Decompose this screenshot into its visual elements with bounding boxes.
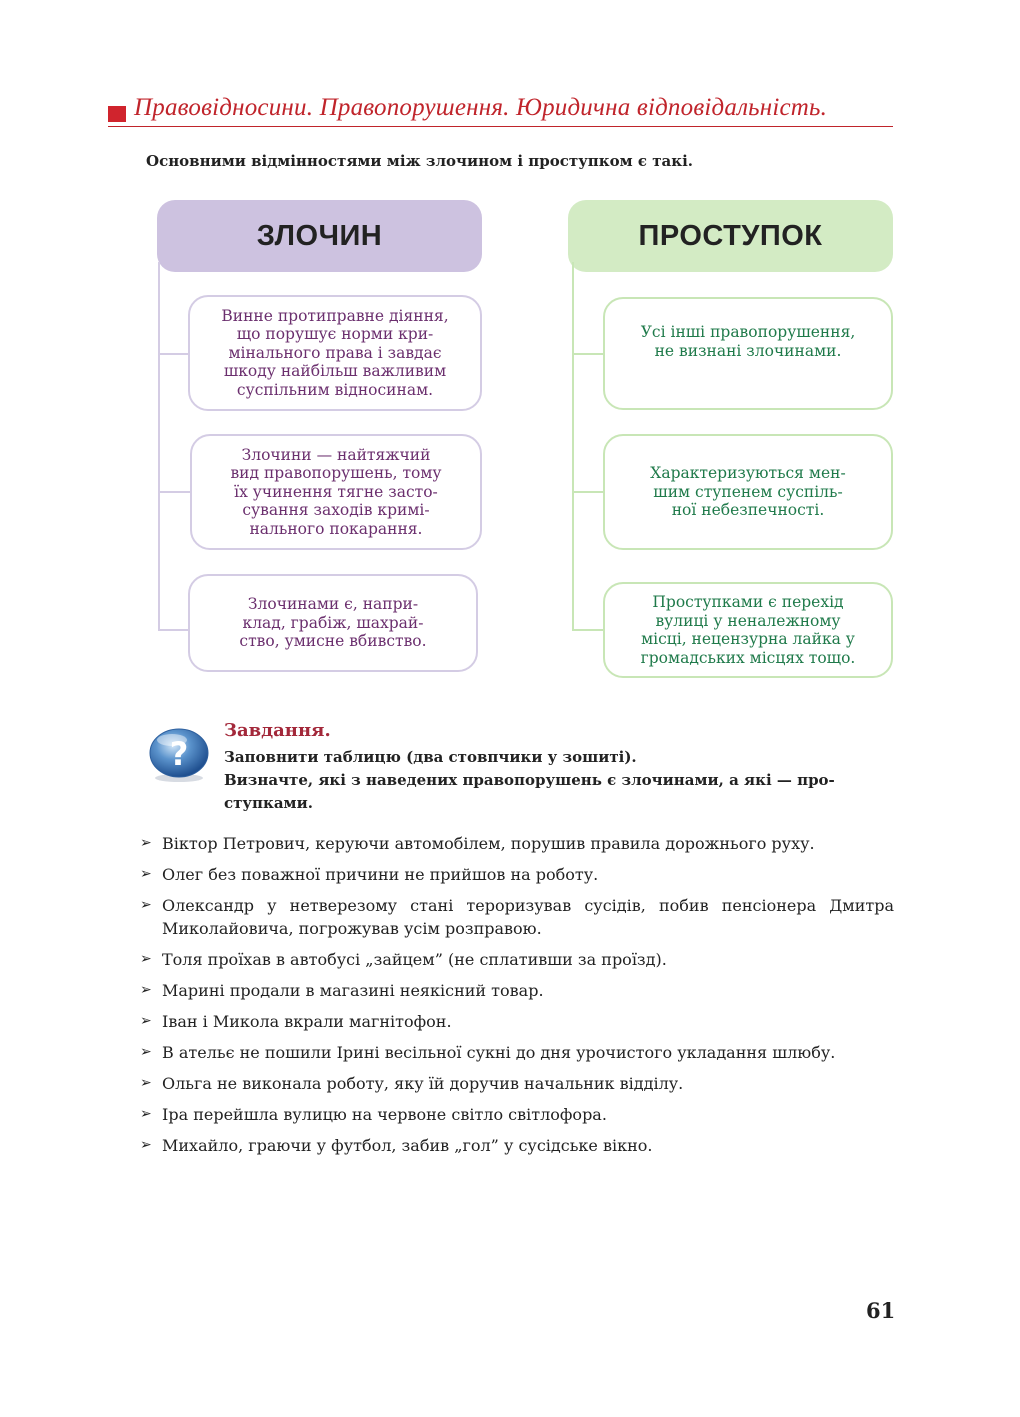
crime-branch <box>158 491 192 493</box>
list-item: ➢ Віктор Петрович, керуючи автомобілем, порушив правила дорожнього руху. <box>140 834 815 853</box>
text-line: ної небезпечності. <box>671 501 825 520</box>
crime-connector <box>158 262 160 630</box>
text-line: ство, умисне вбивство. <box>239 632 427 651</box>
task-title: Завдання. <box>224 720 331 741</box>
list-item: ➢ Олег без поважної причини не прийшов на роботу. <box>140 865 599 884</box>
text-line: Злочини — найтяжчий <box>241 445 431 464</box>
arrow-bullet-icon: ➢ <box>140 866 152 882</box>
arrow-bullet-icon: ➢ <box>140 1106 152 1122</box>
list-item: ➢ Іра перейшла вулицю на червоне світло світлофора. <box>140 1105 607 1124</box>
text-line: мінального права і завдає <box>228 343 442 362</box>
crime-definition-box <box>188 295 482 411</box>
arrow-bullet-icon: ➢ <box>140 1137 152 1153</box>
misdemeanor-branch <box>572 491 604 493</box>
page-number: 61 <box>866 1298 896 1323</box>
misdemeanor-connector <box>572 262 574 630</box>
text-line: Злочинами є, напри- <box>247 595 419 614</box>
offense-list <box>140 832 894 1165</box>
svg-text:?: ? <box>169 735 189 773</box>
text-line: їх учинення тягне засто- <box>234 482 438 501</box>
text-line: нального покарання. <box>249 519 423 538</box>
crime-severity-box <box>190 434 482 550</box>
misdemeanor-definition-box <box>603 297 893 410</box>
arrow-bullet-icon: ➢ <box>140 897 152 913</box>
misdemeanor-branch <box>572 629 604 631</box>
text-line: клад, грабіж, шахрай- <box>242 613 424 632</box>
arrow-bullet-icon: ➢ <box>140 982 152 998</box>
misdemeanor-branch <box>572 353 604 355</box>
text-line: суспільним відносинам. <box>236 380 434 399</box>
arrow-bullet-icon: ➢ <box>140 1075 152 1091</box>
text-line: шкоду найбільш важливим <box>223 362 447 381</box>
list-item: ➢ Марині продали в магазині неякісний товар. <box>140 981 544 1000</box>
text-line: громадських місцях тощо. <box>640 648 856 667</box>
intro-text: Основними відмінностями між злочином і проступком є такі. <box>146 152 693 170</box>
task-instruction: Заповнити таблицю (два стовпчики у зошиті). <box>224 748 637 766</box>
misdemeanor-severity-box <box>603 434 893 550</box>
task-question: Визначте, які з наведених правопорушень є злочинами, а які — про- <box>224 771 835 789</box>
header-marker <box>108 106 126 122</box>
text-line: що порушує норми кри- <box>236 325 434 344</box>
arrow-bullet-icon: ➢ <box>140 1013 152 1029</box>
task-question-cont: ступками. <box>224 794 313 812</box>
misdemeanor-examples-box <box>603 582 893 678</box>
crime-branch <box>158 629 189 631</box>
list-item: ➢ Олександр у нетверезому стані тероризував сусідів, побив пенсіонера Дмитра Миколайовича, погрожував усім розправою. <box>140 896 894 938</box>
text-line: не визнані злочинами. <box>654 341 842 360</box>
crime-examples-box <box>188 574 478 672</box>
text-line: Усі інші правопорушення, <box>640 323 856 341</box>
text-line: сування заходів кримі- <box>242 501 430 520</box>
text-line: Характеризуються мен- <box>650 464 846 483</box>
text-line: місці, нецензурна лайка у <box>641 630 855 648</box>
text-line: Проступками є перехід <box>652 593 844 611</box>
list-item: ➢ Толя проїхав в автобусі „зайцем” (не сплативши за проїзд). <box>140 950 667 969</box>
text-line: Винне протиправне діяння, <box>221 306 449 325</box>
arrow-bullet-icon: ➢ <box>140 835 152 851</box>
list-item: ➢ Ольга не виконала роботу, яку їй доручив начальник відділу. <box>140 1074 684 1093</box>
arrow-bullet-icon: ➢ <box>140 951 152 967</box>
text-line: шим ступенем суспіль- <box>653 482 843 501</box>
question-icon <box>148 727 210 783</box>
text-line: вулиці у неналежному <box>655 611 841 630</box>
chapter-header <box>108 92 893 127</box>
misdemeanor-header: ПРОСТУПОК <box>568 200 893 272</box>
list-item: ➢ Михайло, граючи у футбол, забив „гол” у сусідське вікно. <box>140 1136 653 1155</box>
chapter-title: Правовідносини. Правопорушення. Юридична відповідальність. <box>134 94 828 121</box>
crime-header: ЗЛОЧИН <box>157 200 482 272</box>
list-item: ➢ Іван і Микола вкрали магнітофон. <box>140 1012 452 1031</box>
list-item: ➢ В ательє не пошили Ірині весільної сукні до дня урочистого укладання шлюбу. <box>140 1043 836 1062</box>
arrow-bullet-icon: ➢ <box>140 1044 152 1060</box>
crime-branch <box>158 353 190 355</box>
text-line: вид правопорушень, тому <box>230 464 442 483</box>
